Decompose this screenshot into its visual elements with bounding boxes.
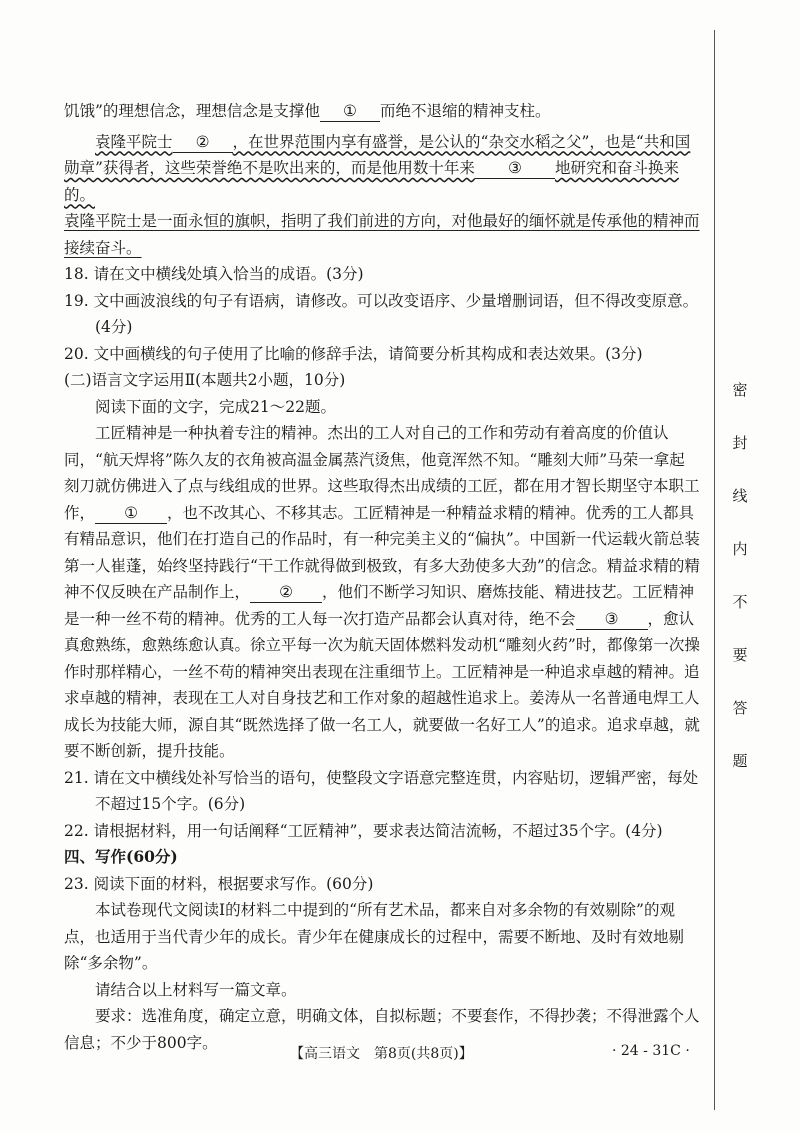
blank-21-2: ② <box>250 582 322 603</box>
text-segment: ，愈认真愈熟练，愈熟练愈认真。徐立平每一次为航天固体燃料发动机“雕刻火药”时，都像第一次操作时那样精心，一丝不苟的精神突出表现在注重细节上。工匠精神是一种追求卓越的精神。追求卓越的精神，表现在工人对自身技艺和工作对象的超越性追求上。姜涛从一名普通电焊工人成长为技能大师，源自其“既然选择了做一名工人，就要做一名好工人”的追求。追求卓越，就要不断创新，提升技能。 <box>64 609 700 760</box>
text-segment: ，他们不断学习知识、磨炼技能、精进技艺。工匠精神是一种一丝不苟的精神。优秀的工人每一次打造产品都会认真对待，绝不会 <box>64 583 695 628</box>
seal-char: 内 <box>732 540 748 558</box>
question-23: 23. 阅读下面的材料，根据要求写作。(60分) <box>64 874 374 893</box>
passage-line-1 <box>64 98 700 125</box>
straight-underlined-sentence: 袁隆平院士是一面永恒的旗帜，指明了我们前进的方向，对他最好的缅怀就是传承他的精神而接续奋斗。 <box>64 212 700 257</box>
writing-material: 本试卷现代文阅读Ⅰ的材料二中提到的“所有艺术品，都来自对多余物的有效剔除”的观点，也适用于当代青少年的成长。青少年在健康成长的过程中，需要不断地、及时有效地剔除“多余物”。 <box>64 901 685 972</box>
binding-line <box>714 30 715 1110</box>
writing-requirements: 要求：选准角度，确定立意，明确文体，自拟标题；不要套作，不得抄袭；不得泄露个人信息；不少于800字。 <box>64 1007 700 1052</box>
question-22: 22. 请根据材料，用一句话阐释“工匠精神”，要求表达简洁流畅，不超过35个字。(4分) <box>64 821 663 840</box>
section-2-instruction: 阅读下面的文字，完成21～22题。 <box>95 397 336 416</box>
footer-page-info: 【高三语文 第8页(共8页)】 <box>290 1046 473 1062</box>
text-segment: ，在世界范围内享有盛誉，是公认的“杂交水稻之父”，也是“共和国勋章”获得者，这些荣誉绝不是吹出来的，而是他用数十年来 <box>64 132 691 177</box>
section-4-header: 四、写作(60分) <box>64 847 178 866</box>
text-segment: 工匠精神是一种执着专注的精神。杰出的工人对自己的工作和劳动有着高度的价值认同，“航天焊将”陈久友的衣角被高温金属蒸汽烫焦，他竟浑然不知。“雕刻大师”马荣一拿起刻刀就仿佛进入了点与线组成的世界。这些取得杰出成绩的工匠，都在用才智长期坚守本职工作， <box>64 424 700 522</box>
seal-char: 答 <box>732 699 748 717</box>
seal-line-notice <box>728 378 752 802</box>
page-content <box>64 98 700 1056</box>
passage-paragraph-2 <box>64 129 700 262</box>
question-18: 18. 请在文中横线处填入恰当的成语。(3分) <box>64 265 364 283</box>
writing-task: 请结合以上材料写一篇文章。 <box>95 980 297 999</box>
question-19: 19. 文中画波浪线的句子有语病，请修改。可以改变语序、少量增删词语，但不得改变原意。(4分) <box>64 291 699 336</box>
seal-char: 题 <box>732 752 748 770</box>
blank-21-1: ① <box>95 503 167 524</box>
question-20: 20. 文中画横线的句子使用了比喻的修辞手法，请简要分析其构成和表达效果。(3分) <box>64 344 643 363</box>
seal-char: 线 <box>732 487 748 505</box>
seal-char: 密 <box>732 381 748 399</box>
text-segment: 地研究和奋斗换来的。 <box>64 159 679 204</box>
text-segment: 袁隆平院士 <box>95 132 173 151</box>
blank-21-3: ③ <box>576 609 648 630</box>
blank-2: ② <box>173 132 233 153</box>
text-segment: 而绝不退缩的精神支柱。 <box>379 102 551 120</box>
footer-exam-code: · 24 - 31C · <box>612 1043 690 1059</box>
wavy-underlined-sentence <box>64 133 690 204</box>
text-segment: ，也不改其心、不移其志。工匠精神是一种精益求精的精神。优秀的工人都具有精品意识，他们在打造自己的作品时，有一种完美主义的“偏执”。中国新一代运载火箭总装第一人崔蓬，始终坚持践行“干工作就得做到极致，有多大劲使多大劲”的信念。精益求精的精神不仅反映在产品制作上， <box>64 503 700 601</box>
seal-char: 封 <box>732 434 748 452</box>
seal-char: 要 <box>732 646 748 664</box>
seal-char: 不 <box>732 593 748 611</box>
blank-1: ① <box>320 101 380 122</box>
text-segment: 饥饿”的理想信念，理想信念是支撑他 <box>64 102 320 120</box>
blank-3: ③ <box>475 158 555 179</box>
craftsman-passage <box>64 420 700 765</box>
section-2-header: (二)语言文字运用Ⅱ(本题共2小题，10分) <box>64 371 346 389</box>
question-21: 21. 请在文中横线处补写恰当的语句，使整段文字语意完整连贯，内容贴切，逻辑严密，每处不超过15个字。(6分) <box>64 768 699 813</box>
